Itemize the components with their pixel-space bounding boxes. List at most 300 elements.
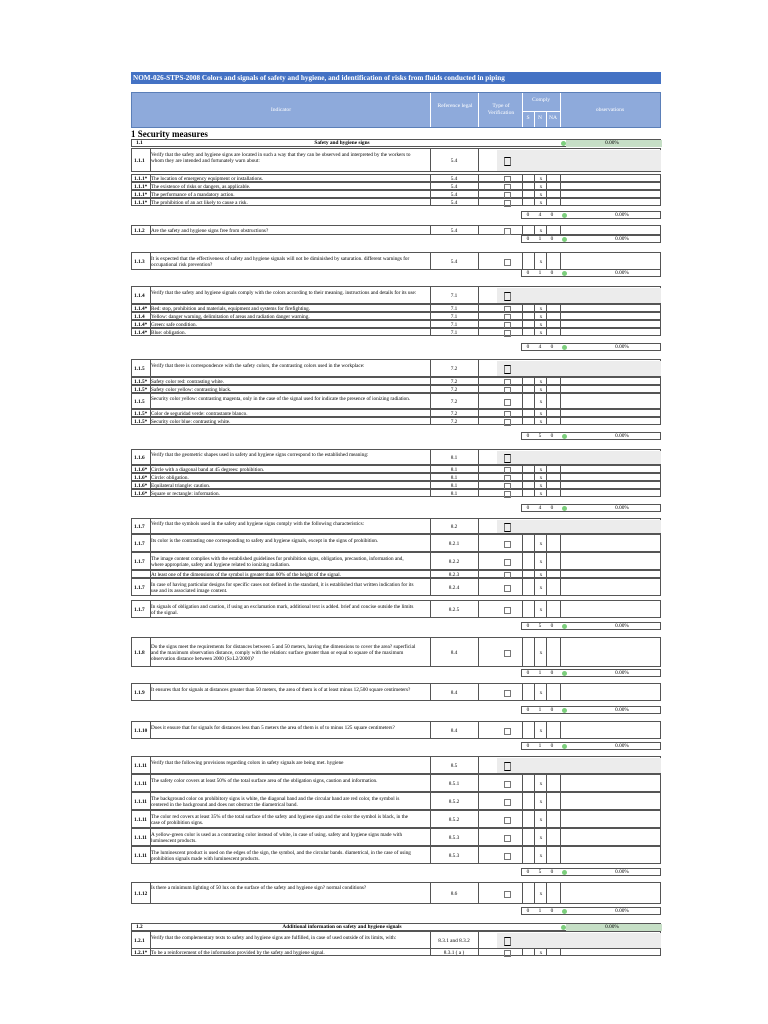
table-row bbox=[131, 637, 661, 667]
verification-checkbox[interactable] bbox=[504, 937, 511, 946]
item-number: 1.1.5* bbox=[134, 418, 148, 425]
table-row bbox=[131, 792, 661, 810]
table-header bbox=[131, 92, 661, 128]
verification-checkbox[interactable] bbox=[504, 259, 511, 266]
summary-count-n: 1 bbox=[538, 670, 542, 676]
table-row bbox=[131, 377, 661, 385]
group-header-1-2 bbox=[131, 923, 661, 931]
summary-row bbox=[521, 742, 661, 750]
status-dot-icon bbox=[562, 671, 567, 676]
status-dot-icon bbox=[562, 870, 567, 875]
item-text: Red: stop, prohibition and materials, equipment and systems for firefighting. bbox=[151, 306, 311, 312]
reference-legal: 7.1 bbox=[450, 305, 458, 312]
summary-count-n: 5 bbox=[538, 433, 542, 439]
header-s: S bbox=[526, 115, 530, 121]
item-text: The color red covers at least 35% of the total surface of the safety and hygiene sign and the color the symbol is black, in the case of prohibition signs. bbox=[151, 814, 408, 826]
reference-legal: 8.1 bbox=[450, 474, 458, 481]
comply-n-mark[interactable]: x bbox=[539, 191, 543, 198]
summary-percent: 0.00% bbox=[615, 270, 629, 276]
verification-checkbox[interactable] bbox=[504, 541, 511, 548]
summary-percent: 0.00% bbox=[615, 670, 629, 676]
observation-cell bbox=[497, 361, 661, 376]
group-label: Additional information on safety and hygiene signals bbox=[282, 924, 402, 930]
comply-n-mark[interactable]: x bbox=[539, 227, 543, 234]
comply-n-mark[interactable]: x bbox=[539, 540, 543, 547]
item-number: 1.1.5* bbox=[134, 410, 148, 417]
item-number: 1.1.6 bbox=[134, 454, 145, 461]
verification-checkbox[interactable] bbox=[504, 690, 511, 697]
comply-n-mark[interactable]: x bbox=[539, 474, 543, 481]
table-row bbox=[131, 465, 661, 473]
comply-n-mark[interactable]: x bbox=[539, 584, 543, 591]
table-row bbox=[131, 320, 661, 328]
comply-n-mark[interactable]: x bbox=[539, 649, 543, 656]
table-row bbox=[131, 190, 661, 198]
summary-count-n: 1 bbox=[538, 707, 542, 713]
item-number: 1.1.7 bbox=[134, 523, 145, 530]
comply-n-mark[interactable]: x bbox=[539, 183, 543, 190]
group-percent: 0.00% bbox=[605, 140, 619, 146]
status-dot-icon bbox=[562, 708, 567, 713]
summary-count-s: 0 bbox=[526, 212, 530, 218]
summary-row bbox=[521, 269, 661, 277]
item-text: Does it ensure that for signals for distances less than 5 meters the area of them is of to minus 125 square centimeters? bbox=[151, 725, 395, 731]
summary-count-na: 0 bbox=[550, 908, 554, 914]
comply-n-mark[interactable]: x bbox=[539, 418, 543, 425]
verification-checkbox[interactable] bbox=[504, 950, 511, 957]
table-row bbox=[131, 304, 661, 312]
reference-legal: 7.2 bbox=[450, 365, 458, 372]
summary-count-s: 0 bbox=[526, 236, 530, 242]
document-title: NOM-026-STPS-2008 Colors and signals of safety and hygiene, and identification of risks from fluids conducted in piping bbox=[131, 72, 661, 84]
item-text: It is expected that the effectiveness of safety and hygiene signals will not be diminished by saturation. different warnings for occupational risk prevention? bbox=[151, 256, 410, 268]
item-text: Verify that the safety and hygiene signs are located in such a way that they can be observed and interpreted by the workers to whom they are intended and fortunately warn about: bbox=[151, 152, 411, 164]
reference-legal: 8.1 bbox=[450, 454, 458, 461]
summary-percent: 0.00% bbox=[615, 743, 629, 749]
summary-row bbox=[521, 343, 661, 351]
item-text: The existence of risks or dangers, as applicable. bbox=[151, 184, 251, 190]
item-number: 1.1.4 bbox=[134, 313, 145, 320]
header-na: NA bbox=[548, 115, 558, 121]
reference-legal: 7.1 bbox=[450, 329, 458, 336]
table-row bbox=[131, 931, 661, 949]
reference-legal: 8.5.2 bbox=[448, 816, 460, 823]
summary-count-na: 0 bbox=[550, 270, 554, 276]
reference-legal: 8.5 bbox=[450, 762, 458, 769]
summary-percent: 0.00% bbox=[615, 433, 629, 439]
comply-n-mark[interactable]: x bbox=[539, 689, 543, 696]
summary-percent: 0.00% bbox=[615, 236, 629, 242]
item-text: Verify that the complementary texts to safety and hygiene signs are fulfilled, in case of used outside of its limits, with: bbox=[151, 935, 397, 941]
observation-cell bbox=[497, 758, 661, 773]
reference-legal: 5.4 bbox=[450, 157, 458, 164]
summary-count-s: 0 bbox=[526, 433, 530, 439]
verification-checkbox[interactable] bbox=[504, 762, 511, 771]
summary-count-s: 0 bbox=[526, 869, 530, 875]
comply-n-mark[interactable]: x bbox=[539, 321, 543, 328]
reference-legal: 8.2.4 bbox=[448, 584, 460, 591]
summary-count-s: 0 bbox=[526, 670, 530, 676]
item-number: 1.1.4* bbox=[134, 305, 148, 312]
reference-legal: 5.4 bbox=[450, 191, 458, 198]
summary-count-na: 0 bbox=[550, 433, 554, 439]
summary-count-na: 0 bbox=[550, 236, 554, 242]
reference-legal: 8.1 bbox=[450, 482, 458, 489]
table-row bbox=[131, 534, 661, 552]
reference-legal: 5.4 bbox=[450, 175, 458, 182]
summary-count-s: 0 bbox=[526, 908, 530, 914]
summary-count-na: 0 bbox=[550, 344, 554, 350]
table-row bbox=[131, 489, 661, 497]
verification-checkbox[interactable] bbox=[504, 728, 511, 735]
observation-cell bbox=[497, 933, 661, 948]
verification-checkbox[interactable] bbox=[504, 365, 511, 374]
item-text: Blue: obligation. bbox=[151, 330, 186, 336]
table-row bbox=[131, 948, 661, 956]
verification-checkbox[interactable] bbox=[504, 491, 511, 498]
summary-row bbox=[521, 235, 661, 243]
section-title: 1 Security measures bbox=[131, 129, 208, 139]
item-number: 1.1.12 bbox=[134, 890, 148, 897]
comply-n-mark[interactable]: x bbox=[539, 313, 543, 320]
item-text: Verify that the symbols used in the safety and hygiene signs comply with the following characteristics: bbox=[151, 521, 365, 527]
item-text: The safety color covers at least 50% of the total surface area of the obligation signs, caution and information. bbox=[151, 778, 378, 784]
item-text: The prohibition of an act likely to cause a risk. bbox=[151, 200, 248, 206]
status-dot-icon bbox=[562, 506, 567, 511]
summary-row bbox=[521, 868, 661, 876]
comply-n-mark[interactable]: x bbox=[539, 175, 543, 182]
summary-percent: 0.00% bbox=[615, 212, 629, 218]
item-number: 1.1.6* bbox=[134, 482, 148, 489]
item-number: 1.1.1 bbox=[134, 157, 145, 164]
verification-checkbox[interactable] bbox=[504, 585, 511, 592]
item-text: At least one of the dimensions of the symbol is greater than 60% of the height of the signal. bbox=[151, 572, 342, 578]
group-number: 1.2 bbox=[136, 924, 143, 930]
observation-cell bbox=[497, 150, 661, 171]
comply-n-mark[interactable]: x bbox=[539, 398, 543, 405]
table-row bbox=[131, 385, 661, 393]
verification-checkbox[interactable] bbox=[504, 817, 511, 824]
verification-checkbox[interactable] bbox=[504, 650, 511, 657]
verification-checkbox[interactable] bbox=[504, 559, 511, 566]
summary-row bbox=[521, 907, 661, 915]
group-header-1-1 bbox=[131, 139, 661, 147]
summary-count-na: 0 bbox=[550, 743, 554, 749]
group-label: Safety and hygiene signs bbox=[314, 140, 370, 146]
reference-legal: 8.5.3 bbox=[448, 834, 460, 841]
summary-percent: 0.00% bbox=[615, 505, 629, 511]
table-row bbox=[131, 225, 661, 235]
verification-checkbox[interactable] bbox=[504, 853, 511, 860]
item-text: Verify that the safety and hygiene signals comply with the colors according to their meaning. instructions and details for its use: bbox=[151, 290, 417, 296]
table-row bbox=[131, 473, 661, 481]
status-dot-icon bbox=[562, 624, 567, 629]
reference-legal: 5.4 bbox=[450, 183, 458, 190]
item-number: 1.1.11 bbox=[134, 762, 147, 769]
summary-row bbox=[521, 706, 661, 714]
summary-count-n: 5 bbox=[538, 623, 542, 629]
summary-count-na: 0 bbox=[550, 623, 554, 629]
table-row bbox=[131, 481, 661, 489]
item-number: 1.1.5* bbox=[134, 378, 148, 385]
summary-percent: 0.00% bbox=[615, 869, 629, 875]
summary-count-s: 0 bbox=[526, 505, 530, 511]
table-row bbox=[131, 252, 661, 270]
reference-legal: 8.1 bbox=[450, 466, 458, 473]
table-row bbox=[131, 148, 661, 172]
item-number: 1.1.10 bbox=[134, 727, 148, 734]
comply-n-mark[interactable]: x bbox=[539, 852, 543, 859]
item-number: 1.1.7 bbox=[134, 558, 145, 565]
header-comply: Comply bbox=[531, 97, 551, 103]
reference-legal: 5.4 bbox=[450, 227, 458, 234]
summary-count-na: 0 bbox=[550, 670, 554, 676]
summary-count-s: 0 bbox=[526, 707, 530, 713]
item-text: Safety color yellow: contrasting black. bbox=[151, 387, 232, 393]
item-number: 1.1.5 bbox=[134, 365, 145, 372]
verification-checkbox[interactable] bbox=[504, 228, 511, 235]
table-row bbox=[131, 312, 661, 320]
item-text: Safety color red: contrasting white. bbox=[151, 379, 225, 385]
summary-row bbox=[521, 669, 661, 677]
reference-legal: 8.4 bbox=[450, 727, 458, 734]
verification-checkbox[interactable] bbox=[504, 200, 511, 207]
verification-checkbox[interactable] bbox=[504, 157, 511, 166]
reference-legal: 8.3.1 and 8.3.2 bbox=[438, 937, 470, 944]
table-row bbox=[131, 600, 661, 618]
item-number: 1.1.1* bbox=[134, 183, 148, 190]
item-number: 1.1.4* bbox=[134, 329, 148, 336]
item-number: 1.1.8 bbox=[134, 649, 145, 656]
summary-row bbox=[521, 211, 661, 219]
item-number: 1.1.11 bbox=[134, 780, 147, 787]
verification-checkbox[interactable] bbox=[504, 419, 511, 426]
item-text: Verify that the following provisions regarding colors in safety signals are being met. hygiene bbox=[151, 760, 344, 766]
table-row bbox=[131, 756, 661, 774]
reference-legal: 7.2 bbox=[450, 398, 458, 405]
item-text: The performance of a mandatory action. bbox=[151, 192, 235, 198]
item-number: 1.2.1 bbox=[134, 937, 145, 944]
summary-count-n: 1 bbox=[538, 270, 542, 276]
item-text: Security color yellow: contrasting magenta, only in the case of the signal used for indicate the presence of ionizing radiation. bbox=[151, 396, 411, 402]
reference-legal: 8.5.1 bbox=[448, 780, 460, 787]
status-dot-icon bbox=[562, 237, 567, 242]
reference-legal: 8.2.3 bbox=[448, 571, 460, 578]
item-text: Do the signs meet the requirements for distances between 5 and 50 meters, having the dimensions to cover the area? superficial and the maximum observation distance, comply with the relation: surface greater than or equal to square of the maximum observation distance between 2000 (S≥L2/2000)? bbox=[151, 644, 416, 662]
comply-n-mark[interactable]: x bbox=[539, 727, 543, 734]
reference-legal: 7.1 bbox=[450, 313, 458, 320]
summary-row bbox=[521, 622, 661, 630]
item-text: Verify that there is correspondence with the safety colors, the contrasting colors used in the workplace: bbox=[151, 363, 365, 369]
verification-checkbox[interactable] bbox=[504, 330, 511, 337]
item-number: 1.1.5* bbox=[134, 386, 148, 393]
item-text: Yellow: danger warning, delimitation of areas and radiation danger warning. bbox=[151, 314, 310, 320]
header-type: Type of Verification bbox=[487, 103, 515, 116]
reference-legal: 8.3.1 ( a ) bbox=[443, 949, 465, 956]
comply-n-mark[interactable]: x bbox=[539, 780, 543, 787]
summary-percent: 0.00% bbox=[615, 707, 629, 713]
comply-n-mark[interactable]: x bbox=[539, 558, 543, 565]
item-number: 1.1.4 bbox=[134, 292, 145, 299]
reference-legal: 5.4 bbox=[450, 199, 458, 206]
comply-n-mark[interactable]: x bbox=[539, 199, 543, 206]
group-percent: 0.00% bbox=[605, 924, 619, 930]
reference-legal: 7.2 bbox=[450, 418, 458, 425]
reference-legal: 7.2 bbox=[450, 378, 458, 385]
comply-n-mark[interactable]: x bbox=[539, 482, 543, 489]
status-dot-icon bbox=[561, 925, 566, 930]
summary-count-n: 1 bbox=[538, 743, 542, 749]
status-dot-icon bbox=[562, 744, 567, 749]
table-row bbox=[131, 683, 661, 701]
item-number: 1.1.11 bbox=[134, 798, 147, 805]
item-text: Verify that the geometric shapes used in safety and hygiene signs correspond to the established meaning: bbox=[151, 452, 369, 458]
item-number: 1.1.11 bbox=[134, 816, 147, 823]
reference-legal: 8.2 bbox=[450, 523, 458, 530]
verification-checkbox[interactable] bbox=[504, 891, 511, 898]
reference-legal: 7.1 bbox=[450, 292, 458, 299]
comply-n-mark[interactable]: x bbox=[539, 606, 543, 613]
comply-n-mark[interactable]: x bbox=[539, 834, 543, 841]
item-text: Its color is the contrasting one corresponding to safety and hygiene signals, except in the signs of prohibition. bbox=[151, 538, 379, 544]
item-number: 1.1.2 bbox=[134, 227, 145, 234]
summary-row bbox=[521, 504, 661, 512]
table-row bbox=[131, 198, 661, 206]
verification-checkbox[interactable] bbox=[504, 399, 511, 406]
header-n: N bbox=[537, 115, 543, 121]
item-number: 1.1.1* bbox=[134, 191, 148, 198]
table-row bbox=[131, 882, 661, 904]
comply-n-mark[interactable]: x bbox=[539, 949, 543, 956]
summary-count-na: 0 bbox=[550, 505, 554, 511]
table-row bbox=[131, 449, 661, 465]
comply-n-mark[interactable]: x bbox=[539, 816, 543, 823]
item-text: In case of having particular designs for specific cases not defined in the standard, it is established that written indication for its use and its associated image content. bbox=[151, 582, 414, 594]
table-row bbox=[131, 409, 661, 417]
table-row bbox=[131, 518, 661, 534]
verification-checkbox[interactable] bbox=[504, 292, 511, 301]
item-text: In signals of obligation and caution, if using an exclamation mark, additional text is added. brief and concise outside the limits of the signal. bbox=[151, 604, 414, 616]
reference-legal: 8.5.2 bbox=[448, 798, 460, 805]
item-number: 1.1.4* bbox=[134, 321, 148, 328]
item-text: The luminescent product is used on the edges of the sign, the symbol, and the circular bands. diametrical, in the case of using prohibition signals made with luminescent products. bbox=[151, 850, 411, 862]
table-row bbox=[131, 286, 661, 304]
verification-checkbox[interactable] bbox=[504, 607, 511, 614]
reference-legal: 8.2.2 bbox=[448, 558, 460, 565]
summary-count-n: 4 bbox=[538, 344, 542, 350]
item-number: 1.1.9 bbox=[134, 689, 145, 696]
table-row bbox=[131, 174, 661, 182]
reference-legal: 7.1 bbox=[450, 321, 458, 328]
item-number: 1.1.7 bbox=[134, 606, 145, 613]
reference-legal: 5.4 bbox=[450, 258, 458, 265]
reference-legal: 8.2.5 bbox=[448, 606, 460, 613]
item-number: 1.1.3 bbox=[134, 258, 145, 265]
verification-checkbox[interactable] bbox=[504, 523, 511, 532]
item-text: Color de seguridad verde: contrastante blanco. bbox=[151, 411, 248, 417]
reference-legal: 8.1 bbox=[450, 490, 458, 497]
item-number: 1.1.11 bbox=[134, 834, 147, 841]
comply-n-mark[interactable]: x bbox=[539, 258, 543, 265]
observation-cell bbox=[497, 451, 661, 464]
item-number: 1.1.1* bbox=[134, 175, 148, 182]
table-row bbox=[131, 721, 661, 739]
item-text: The image content complies with the established guidelines for prohibition signs, obligation, precaution, information and, where appropriate, safety and hygiene related to ionizing radiation. bbox=[151, 556, 404, 568]
item-text: Are the safety and hygiene signs free from obstructions? bbox=[151, 228, 269, 234]
table-row bbox=[131, 182, 661, 190]
item-text: The background color on prohibitory signs is white, the diagonal band and the circular band are red color, the symbol is centered in the background and does not obstruct the diametrical band. bbox=[151, 796, 400, 808]
reference-legal: 8.2.1 bbox=[448, 540, 460, 547]
status-dot-icon bbox=[562, 434, 567, 439]
summary-count-s: 0 bbox=[526, 743, 530, 749]
item-text: Green: safe condition. bbox=[151, 322, 197, 328]
verification-checkbox[interactable] bbox=[504, 454, 511, 463]
table-row bbox=[131, 417, 661, 425]
summary-percent: 0.00% bbox=[615, 623, 629, 629]
item-number: 1.1.1* bbox=[134, 199, 148, 206]
summary-count-s: 0 bbox=[526, 270, 530, 276]
item-number: 1.1.6* bbox=[134, 466, 148, 473]
item-text: Square or rectangle: information. bbox=[151, 491, 220, 497]
observation-cell bbox=[497, 520, 661, 533]
comply-n-mark[interactable]: x bbox=[539, 571, 543, 578]
item-number: 1.1.7 bbox=[134, 540, 145, 547]
comply-n-mark[interactable]: x bbox=[539, 490, 543, 497]
table-row bbox=[131, 774, 661, 792]
reference-legal: 7.2 bbox=[450, 386, 458, 393]
reference-legal: 8.4 bbox=[450, 689, 458, 696]
reference-legal: 8.6 bbox=[450, 890, 458, 897]
comply-n-mark[interactable]: x bbox=[539, 466, 543, 473]
item-text: To be a reinforcement of the information provided by the safety and hygiene signal. bbox=[151, 950, 325, 956]
comply-n-mark[interactable]: x bbox=[539, 410, 543, 417]
item-number: 1.2.1* bbox=[134, 949, 148, 956]
status-dot-icon bbox=[561, 141, 566, 146]
header-indicator: Indicator bbox=[270, 107, 292, 113]
summary-count-na: 0 bbox=[550, 707, 554, 713]
item-text: Is there a minimum lighting of 50 lux on the surface of the safety and hygiene sign? normal conditions? bbox=[151, 885, 367, 891]
summary-count-n: 1 bbox=[538, 236, 542, 242]
verification-checkbox[interactable] bbox=[504, 781, 511, 788]
summary-count-s: 0 bbox=[526, 344, 530, 350]
verification-checkbox[interactable] bbox=[504, 799, 511, 806]
verification-checkbox[interactable] bbox=[504, 835, 511, 842]
summary-percent: 0.00% bbox=[615, 344, 629, 350]
item-number: 1.1.5 bbox=[134, 398, 145, 405]
summary-count-na: 0 bbox=[550, 212, 554, 218]
comply-n-mark[interactable]: x bbox=[539, 378, 543, 385]
item-text: A yellow-green color is used as a contrasting color instead of white, in case of using. safety and hygiene signs made with luminescent products. bbox=[151, 832, 403, 844]
comply-n-mark[interactable]: x bbox=[539, 386, 543, 393]
table-row bbox=[131, 570, 661, 578]
table-row bbox=[131, 810, 661, 828]
status-dot-icon bbox=[562, 345, 567, 350]
status-dot-icon bbox=[562, 213, 567, 218]
item-number: 1.1.6* bbox=[134, 474, 148, 481]
item-text: Circle: obligation. bbox=[151, 475, 189, 481]
summary-row bbox=[521, 432, 661, 440]
comply-n-mark[interactable]: x bbox=[539, 890, 543, 897]
item-number: 1.1.6* bbox=[134, 490, 148, 497]
item-number: 1.1.11 bbox=[134, 852, 147, 859]
summary-count-n: 1 bbox=[538, 908, 542, 914]
comply-n-mark[interactable]: x bbox=[539, 798, 543, 805]
item-text: The location of emergency equipment or installations. bbox=[151, 176, 264, 182]
summary-count-n: 5 bbox=[538, 869, 542, 875]
reference-legal: 7.2 bbox=[450, 410, 458, 417]
comply-n-mark[interactable]: x bbox=[539, 305, 543, 312]
comply-n-mark[interactable]: x bbox=[539, 329, 543, 336]
